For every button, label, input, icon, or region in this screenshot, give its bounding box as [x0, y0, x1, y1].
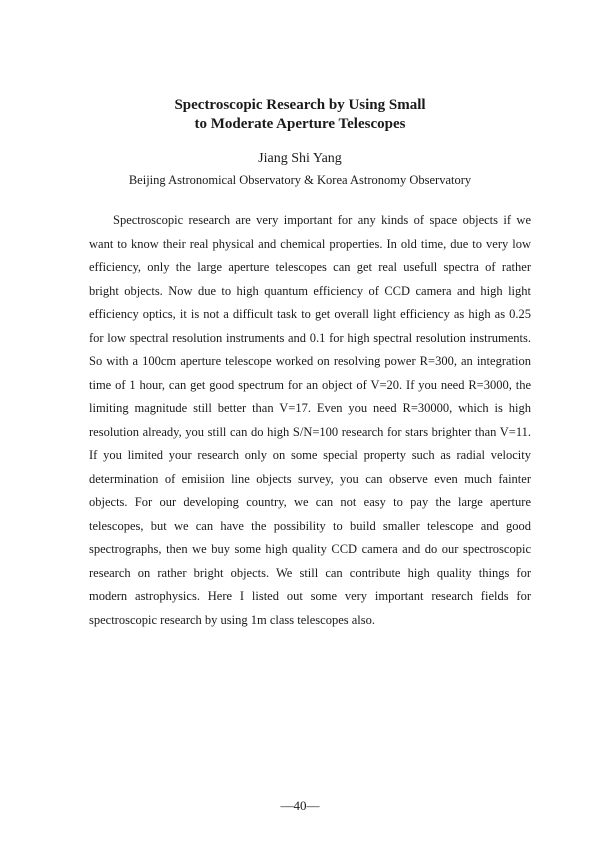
abstract-line: telescopes, but we can have the possibility to build smaller telescope and good [89, 518, 531, 533]
author-name: Jiang Shi Yang [258, 151, 342, 166]
abstract-body [89, 209, 531, 632]
abstract-line: time of 1 hour, can get good spectrum for an object of V=20. If you need R=3000, the [89, 377, 531, 392]
abstract-line: resolution already, you still can do high S/N=100 research for stars brighter than V=11. [89, 424, 531, 439]
abstract-line: bright objects. Now due to high quantum efficiency of CCD camera and high light [89, 283, 531, 298]
abstract-line: If you limited your research only on some special property such as radial velocity [89, 448, 531, 462]
abstract-line: Spectroscopic research are very important for any kinds of space objects if we [113, 213, 531, 227]
abstract-line: determination of emisiion line objects survey, you can observe even much fainter [89, 471, 531, 486]
abstract-line: spectroscopic research by using 1m class telescopes also. [89, 612, 376, 627]
page-number: —40— [280, 798, 320, 813]
abstract-line: efficiency, only the large aperture telescopes can get real usefull spectra of rather [89, 260, 531, 274]
abstract-line: for low spectral resolution instruments and 0.1 for high spectral resolution instruments. [89, 330, 531, 345]
paper-title-line-1: Spectroscopic Research by Using Small [174, 97, 426, 113]
abstract-line: modern astrophysics. Here I listed out some very important research fields for [89, 589, 531, 603]
abstract-line: want to know their real physical and chemical properties. In old time, due to very low [89, 236, 531, 251]
paper-title-line-2: to Moderate Aperture Telescopes [194, 116, 406, 132]
abstract-line: limiting magnitude still better than V=17. Even you need R=30000, which is high [89, 401, 531, 415]
abstract-line: So with a 100cm aperture telescope worked on resolving power R=300, an integration [89, 354, 531, 368]
abstract-line: research on rather bright objects. We still can contribute high quality things for [89, 565, 531, 580]
author-affiliation: Beijing Astronomical Observatory & Korea Astronomy Observatory [128, 173, 472, 187]
abstract-line: efficiency optics, it is not a difficult task to get overall light efficiency as high as 0.25 [89, 307, 531, 321]
abstract-line: objects. For our developing country, we can not easy to pay the large aperture [89, 495, 531, 509]
abstract-line: spectrographs, then we buy some high quality CCD camera and do our spectroscopic [89, 542, 531, 556]
paper-title [0, 96, 600, 134]
